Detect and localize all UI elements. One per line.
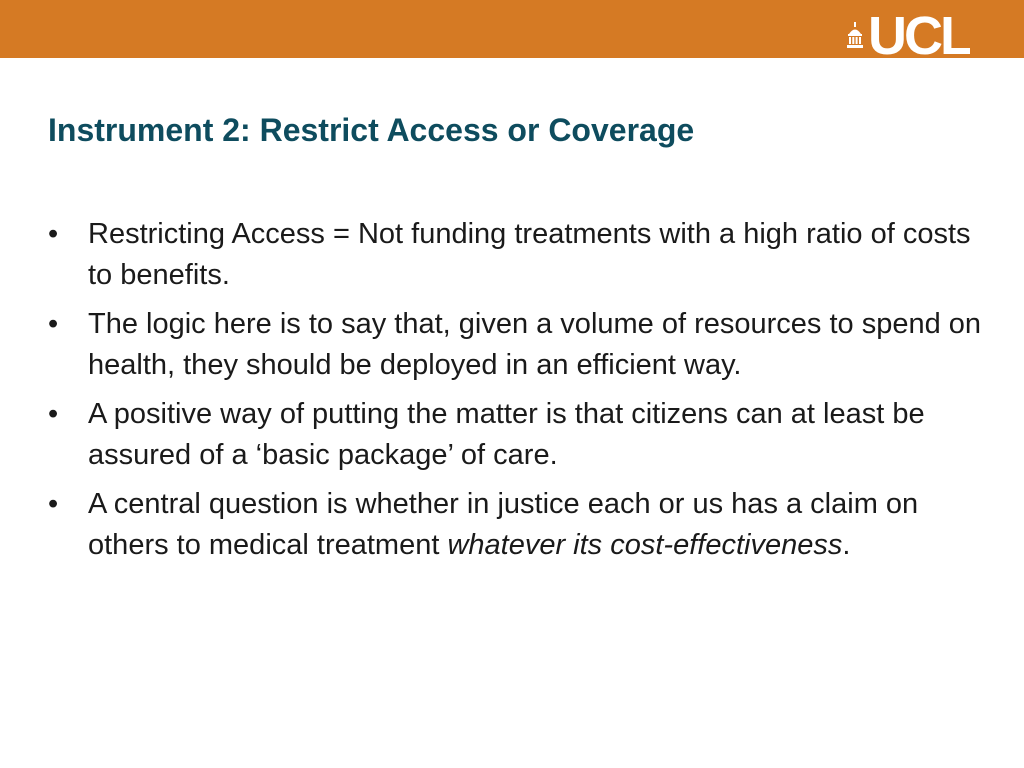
bullet-list	[48, 214, 988, 574]
bullet-text: A central question is whether in justice each or us has a claim on others to medical treatment	[88, 488, 919, 561]
slide-title: Instrument 2: Restrict Access or Coverage	[48, 112, 695, 148]
bullet-item	[48, 304, 988, 385]
bullet-item	[48, 394, 988, 475]
bullet-marker: •	[48, 488, 59, 520]
bullet-text: Restricting Access = Not funding treatments with a high ratio of costs to benefits.	[88, 218, 971, 291]
ucl-logo	[846, 14, 970, 58]
bullet-marker: •	[48, 308, 59, 340]
bullet-marker: •	[48, 398, 59, 430]
ucl-dome-icon	[846, 22, 864, 48]
bullet-tail: .	[842, 528, 851, 561]
logo-text: UCL	[868, 14, 970, 58]
bullet-marker: •	[48, 218, 59, 250]
bullet-emphasis: whatever its cost-effectiveness	[447, 528, 843, 561]
bullet-text: The logic here is to say that, given a volume of resources to spend on health, they should be deployed in an efficient way.	[88, 308, 982, 381]
header-band	[0, 0, 1024, 58]
bullet-item	[48, 214, 988, 295]
bullet-item	[48, 484, 988, 565]
bullet-text: A positive way of putting the matter is that citizens can at least be assured of a ‘basic package’ of care.	[88, 398, 925, 471]
